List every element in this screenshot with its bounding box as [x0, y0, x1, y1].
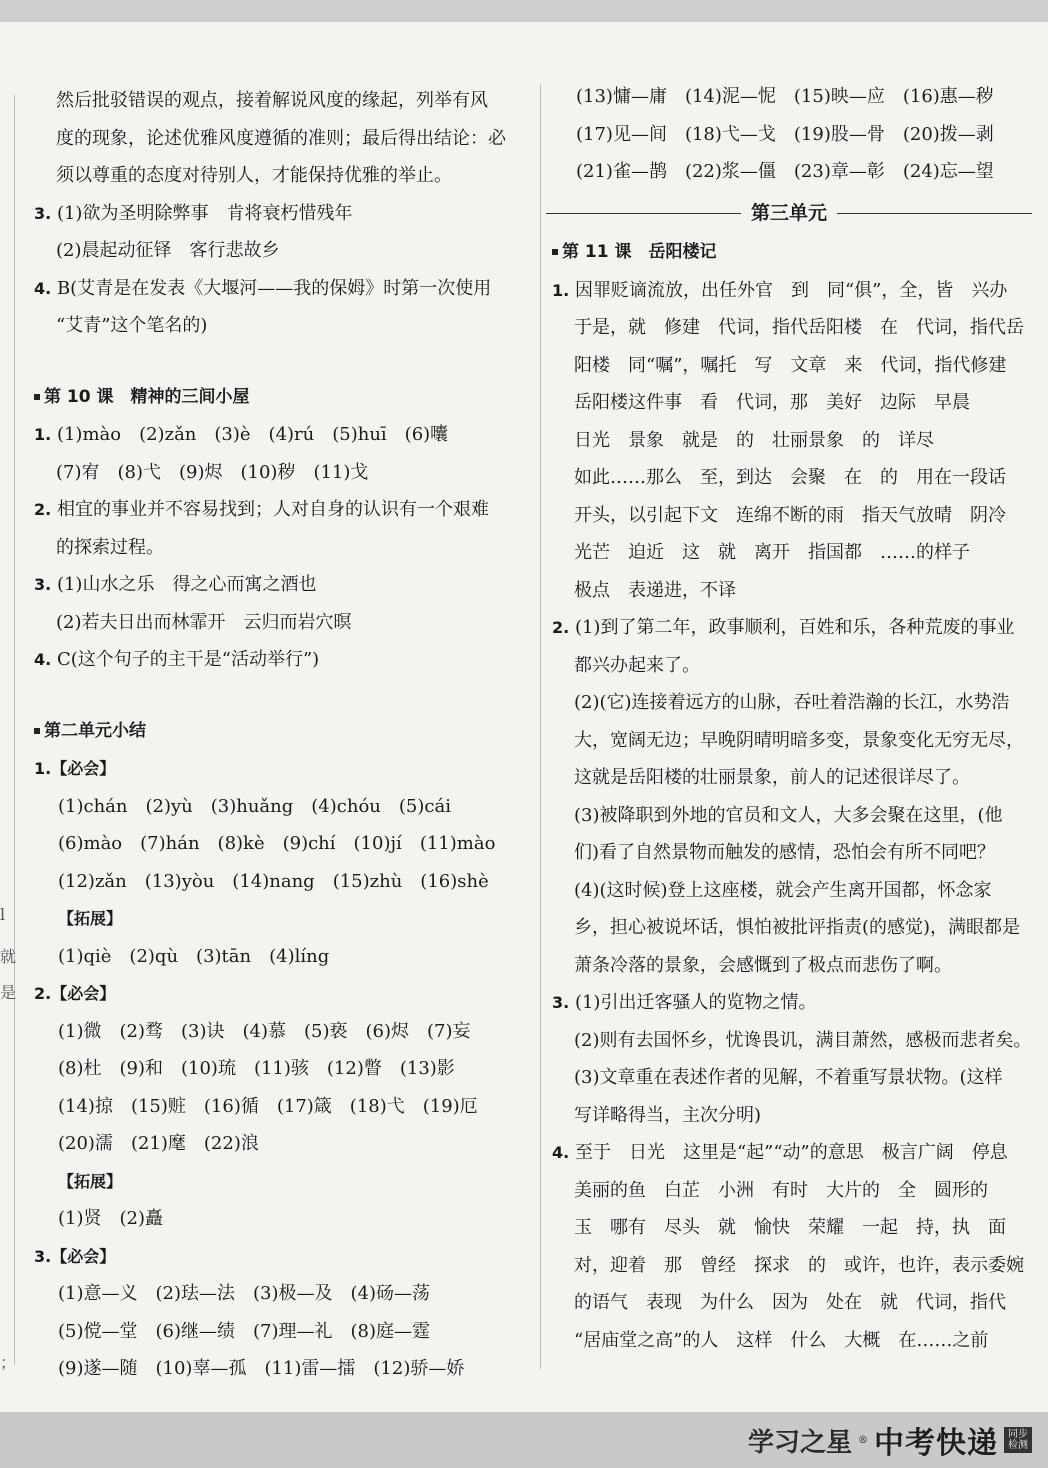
brand-left: 学习之星 [747, 1427, 852, 1458]
question-number: 1. [34, 759, 52, 778]
question-1 [34, 416, 524, 454]
answer-line: (2)则有去国怀乡，忧谗畏讥，满目萧然，感极而悲者矣。 [574, 1029, 1032, 1051]
left-margin-rule [14, 95, 15, 1365]
answer-text: 因罪贬谪流放，出任外官 到 同“俱”，全，皆 兴办 [574, 279, 1008, 301]
tag-tuozhan: 【拓展】 [58, 909, 123, 928]
question-number: 2. [34, 500, 52, 519]
question-number: 3. [552, 993, 570, 1012]
summary-question-2 [34, 975, 524, 1013]
answer-line: “艾青”这个笔名的) [56, 315, 208, 336]
answer-line: (12)zǎn (13)yòu (14)nang (15)zhù (16)shè [58, 870, 489, 892]
answer-line: 萧条冷落的景象，会感慨到了极点而悲伤了啊。 [574, 954, 952, 976]
brand-tag: 同步检测 [1004, 1427, 1032, 1453]
answer-line: (9)遂—随 (10)辜—孤 (11)雷—擂 (12)骄—娇 [58, 1358, 465, 1379]
question-number: 1. [34, 425, 52, 444]
answer-line: (6)mào (7)hán (8)kè (9)chí (10)jí (11)mào [58, 833, 496, 854]
answer-line: 极点 表递进，不译 [574, 579, 736, 601]
summary-question-3 [34, 1238, 524, 1276]
intro-line: 须以尊重的态度对待别人，才能保持优雅的举止。 [56, 165, 452, 186]
question-2 [34, 491, 524, 529]
answer-line: 们)看了自然景物而触发的感情，恐怕会有所不同吧？ [574, 842, 996, 863]
answer-line: 写详略得当，主次分明) [574, 1104, 762, 1126]
answer-text: (1)到了第二年，政事顺利，百姓和乐，各种荒废的事业 [574, 617, 1015, 638]
answer-text: B(艾青是在发表《大堰河——我的保姆》时第一次使用 [56, 277, 492, 299]
answer-line: (3)被降职到外地的官员和文人，大多会聚在这里，(他 [574, 804, 1003, 826]
question-number: 2. [34, 984, 52, 1003]
unit-summary-heading [34, 713, 524, 751]
left-column [34, 82, 524, 1388]
intro-line: 度的现象，论述优雅风度遵循的准则；最后得出结论：必 [56, 127, 506, 149]
answer-line: 玉 哪有 尽头 就 愉快 荣耀 一起 持，执 面 [574, 1217, 1006, 1238]
margin-fragment: l [0, 905, 6, 924]
answer-line: (17)见—间 (18)弋—戈 (19)股—骨 (20)拨—剥 [576, 123, 994, 145]
question-4 [34, 270, 524, 308]
answer-line: (7)宥 (8)弋 (9)烬 (10)秽 (11)戈 [56, 461, 369, 483]
lesson-title: 第 10 课 精神的三间小屋 [44, 386, 250, 407]
answer-line: 的探索过程。 [56, 536, 164, 558]
answer-line: (1)意—义 (2)珐—法 (3)极—及 (4)砀—荡 [58, 1283, 430, 1304]
answer-line: 的语气 表现 为什么 因为 处在 就 代词，指代 [574, 1292, 1006, 1313]
question-number: 2. [552, 618, 570, 637]
margin-fragment: 就 [0, 947, 17, 966]
answer-text: (1)山水之乐 得之心而寓之酒也 [56, 574, 317, 595]
question-number: 3. [34, 575, 52, 594]
tag-tuozhan: 【拓展】 [58, 1171, 123, 1191]
answer-line: (1)chán (2)yù (3)huǎng (4)chóu (5)cái [58, 795, 451, 817]
intro-line: 然后批驳错误的观点，接着解说风度的缘起，列举有风 [56, 90, 488, 111]
answer-line: (2)晨起动征铎 客行悲故乡 [56, 240, 280, 261]
answer-line: “居庙堂之高”的人 这样 什么 大概 在……之前 [574, 1329, 989, 1351]
answer-line: 美丽的鱼 白芷 小洲 有时 大片的 全 圆形的 [574, 1179, 988, 1201]
unit-title: 第三单元 [751, 201, 828, 224]
answer-line: (1)贤 (2)矗 [58, 1208, 163, 1229]
question-number: 1. [552, 280, 570, 300]
answer-line: 光芒 迫近 这 就 离开 指国都 ……的样子 [574, 542, 970, 563]
question-4 [552, 1134, 1032, 1172]
question-number: 3. [34, 1246, 52, 1266]
answer-line: (5)傥—堂 (6)继—绩 (7)理—礼 (8)庭—霆 [58, 1320, 430, 1342]
question-2 [552, 609, 1032, 647]
answer-line: 大，宽阔无边；早晚阴晴明暗多变，景象变化无穷无尽， [574, 729, 1024, 751]
answer-line: 阳楼 同“嘱”，嘱托 写 文章 来 代词，指代修建 [574, 354, 1007, 376]
question-3 [34, 195, 524, 233]
tag-bihui: 【必会】 [51, 759, 116, 778]
answer-line: (21)雀—鹊 (22)浆—僵 (23)章—彰 (24)忘—望 [576, 161, 994, 182]
registered-mark: ® [858, 1434, 868, 1446]
answer-line: 乡，担心被说坏话，惧怕被批评指责(的感觉)，满眼都是 [574, 917, 1021, 938]
answer-line: 都兴办起来了。 [574, 654, 700, 676]
answer-line: (20)濡 (21)麾 (22)浪 [58, 1133, 259, 1154]
publisher-logo [748, 1420, 1032, 1460]
question-number: 3. [34, 203, 52, 223]
answer-line: (13)慵—庸 (14)泥—怩 (15)映—应 (16)惠—秽 [576, 86, 994, 107]
tag-bihui: 【必会】 [51, 1246, 116, 1266]
right-column [552, 78, 1032, 1359]
answer-line: (14)掠 (15)赃 (16)循 (17)箴 (18)弋 (19)厄 [58, 1095, 478, 1117]
unit-3-heading [546, 195, 1032, 233]
answer-line: 岳阳楼这件事 看 代词，那 美好 边际 早晨 [574, 392, 970, 413]
column-divider [540, 84, 541, 1369]
margin-fragment: 是 [0, 983, 17, 1002]
answer-text: C(这个句子的主干是“活动举行”) [56, 649, 320, 670]
answer-line: 开头，以引起下文 连绵不断的雨 指天气放晴 阴冷 [574, 504, 1006, 526]
heading-rule-left [546, 213, 741, 214]
answer-line: 日光 景象 就是 的 壮丽景象 的 详尽 [574, 429, 934, 451]
question-3 [34, 566, 524, 604]
margin-fragment: ； [0, 1353, 17, 1372]
question-1 [552, 272, 1032, 310]
answer-line: 对，迎着 那 曾经 探求 的 或许，也许，表示委婉 [574, 1254, 1024, 1276]
answer-text: (1)mào (2)zǎn (3)è (4)rú (5)huī (6)囔 [56, 424, 449, 445]
question-3 [552, 984, 1032, 1022]
question-number: 4. [34, 278, 52, 298]
answer-line: (3)文章重在表述作者的见解，不着重写景状物。(这样 [574, 1067, 1003, 1088]
answer-text: (1)引出迁客骚人的览物之情。 [574, 992, 817, 1013]
lesson-title: 第 11 课 岳阳楼记 [562, 242, 717, 262]
top-scan-band [0, 0, 1048, 22]
question-number: 4. [552, 1143, 570, 1162]
answer-line: (4)(这时候)登上这座楼，就会产生离开国都，怀念家 [574, 879, 992, 901]
answer-text: (1)欲为圣明除弊事 肯将衰朽惜残年 [56, 202, 353, 224]
heading-rule-right [837, 213, 1032, 214]
brand-right: 中考快递 [874, 1426, 998, 1461]
answer-line: 于是，就 修建 代词，指代岳阳楼 在 代词，指代岳 [574, 317, 1024, 338]
answer-line: 这就是岳阳楼的壮丽景象，前人的记述很详尽了。 [574, 767, 970, 788]
answer-line: (8)杜 (9)和 (10)琉 (11)骇 (12)瞥 (13)影 [58, 1058, 455, 1079]
summary-question-1 [34, 750, 524, 788]
answer-line: (1)qiè (2)qù (3)tān (4)líng [58, 945, 330, 967]
answer-text: 相宜的事业并不容易找到；人对自身的认识有一个艰难 [56, 499, 489, 520]
lesson-11-heading [552, 234, 1032, 272]
answer-line: (1)微 (2)骛 (3)诀 (4)慕 (5)亵 (6)烬 (7)妄 [58, 1020, 471, 1042]
tag-bihui: 【必会】 [51, 984, 116, 1003]
section-title: 第二单元小结 [44, 720, 146, 741]
question-number: 4. [34, 650, 52, 669]
answer-line: (2)若夫日出而林霏开 云归而岩穴暝 [56, 611, 352, 633]
answer-line: (2)(它)连接着远方的山脉，吞吐着浩瀚的长江，水势浩 [574, 692, 1010, 713]
answer-line: 如此……那么 至，到达 会聚 在 的 用在一段话 [574, 467, 1006, 488]
answer-text: 至于 日光 这里是“起”“动”的意思 极言广阔 停息 [574, 1142, 1008, 1163]
lesson-10-heading [34, 379, 524, 417]
question-4 [34, 641, 524, 679]
